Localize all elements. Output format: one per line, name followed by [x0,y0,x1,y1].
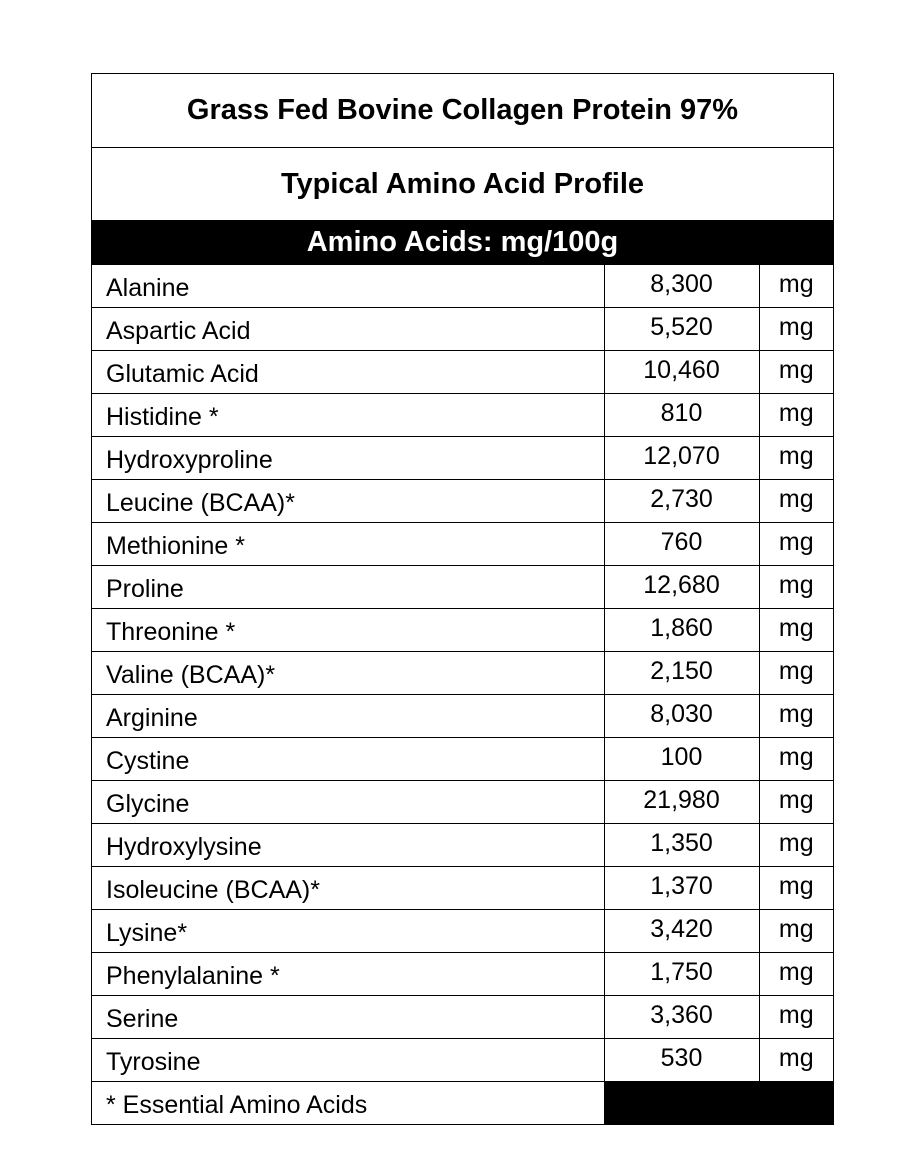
amino-acid-name: Threonine * [92,609,604,652]
amino-acid-name: Valine (BCAA)* [92,652,604,695]
amino-acid-amount: 12,680 [604,566,759,609]
table-row [92,437,833,480]
amino-acid-name: Glutamic Acid [92,351,604,394]
amino-acid-unit: mg [759,953,833,996]
amino-acid-unit: mg [759,824,833,867]
amino-acid-unit: mg [759,394,833,437]
amino-acid-amount: 10,460 [604,351,759,394]
amino-acid-amount: 530 [604,1039,759,1082]
amino-acid-amount: 3,360 [604,996,759,1039]
amino-acid-unit: mg [759,910,833,953]
amino-acid-amount: 810 [604,394,759,437]
amino-acid-unit: mg [759,1039,833,1082]
amino-acid-unit: mg [759,480,833,523]
amino-acid-amount: 1,860 [604,609,759,652]
table-title: Grass Fed Bovine Collagen Protein 97% [92,74,833,148]
amino-acid-name: Aspartic Acid [92,308,604,351]
table-row [92,781,833,824]
amino-acid-name: Tyrosine [92,1039,604,1082]
amino-acid-amount: 21,980 [604,781,759,824]
table-row [92,351,833,394]
table-row [92,652,833,695]
table-row [92,308,833,351]
amino-acid-amount: 1,750 [604,953,759,996]
table-row [92,1039,833,1082]
table-row [92,609,833,652]
amino-acid-name: Hydroxyproline [92,437,604,480]
amino-acid-amount: 1,350 [604,824,759,867]
footnote-row [92,1082,833,1125]
amino-acid-unit: mg [759,265,833,308]
amino-acid-amount: 5,520 [604,308,759,351]
amino-acid-name: Leucine (BCAA)* [92,480,604,523]
amino-acid-name: Lysine* [92,910,604,953]
table-row [92,566,833,609]
amino-acid-name: Isoleucine (BCAA)* [92,867,604,910]
table-row [92,996,833,1039]
amino-acid-unit: mg [759,781,833,824]
amino-acid-unit: mg [759,523,833,566]
amino-acid-profile-table [91,73,834,1125]
amino-acid-unit: mg [759,996,833,1039]
amino-acid-amount: 8,300 [604,265,759,308]
amino-acid-unit: mg [759,566,833,609]
amino-acid-name: Serine [92,996,604,1039]
table-row [92,824,833,867]
table-row [92,480,833,523]
amino-acid-unit: mg [759,609,833,652]
amino-acid-unit: mg [759,308,833,351]
table-row [92,953,833,996]
amino-acid-name: Arginine [92,695,604,738]
table-row [92,910,833,953]
filled-cell [759,1082,833,1125]
amino-acid-amount: 3,420 [604,910,759,953]
amino-acid-table [92,265,833,1124]
table-row [92,867,833,910]
amino-acid-name: Hydroxylysine [92,824,604,867]
table-row [92,695,833,738]
essential-amino-acids-note: * Essential Amino Acids [92,1082,604,1125]
amino-acid-amount: 100 [604,738,759,781]
amino-acid-name: Methionine * [92,523,604,566]
filled-cell [604,1082,759,1125]
amino-acid-unit: mg [759,867,833,910]
amino-acid-name: Proline [92,566,604,609]
table-header: Amino Acids: mg/100g [92,220,833,265]
amino-acid-unit: mg [759,695,833,738]
table-subtitle: Typical Amino Acid Profile [280,167,645,200]
amino-acid-unit: mg [759,351,833,394]
amino-acid-unit: mg [759,652,833,695]
amino-acid-name: Alanine [106,274,190,302]
table-row [92,523,833,566]
amino-acid-amount: 1,370 [604,867,759,910]
amino-acid-amount: 12,070 [604,437,759,480]
amino-acid-amount: 2,150 [604,652,759,695]
amino-acid-amount: 8,030 [604,695,759,738]
amino-acid-unit: mg [759,738,833,781]
table-row [92,394,833,437]
amino-acid-name: Glycine [92,781,604,824]
amino-acid-name: Phenylalanine * [92,953,604,996]
amino-acid-rows [92,265,833,1124]
amino-acid-amount: 2,730 [604,480,759,523]
amino-acid-amount: 760 [604,523,759,566]
amino-acid-name: Histidine * [92,394,604,437]
table-row [92,265,833,308]
table-row [92,738,833,781]
amino-acid-name: Cystine [92,738,604,781]
amino-acid-unit: mg [759,437,833,480]
